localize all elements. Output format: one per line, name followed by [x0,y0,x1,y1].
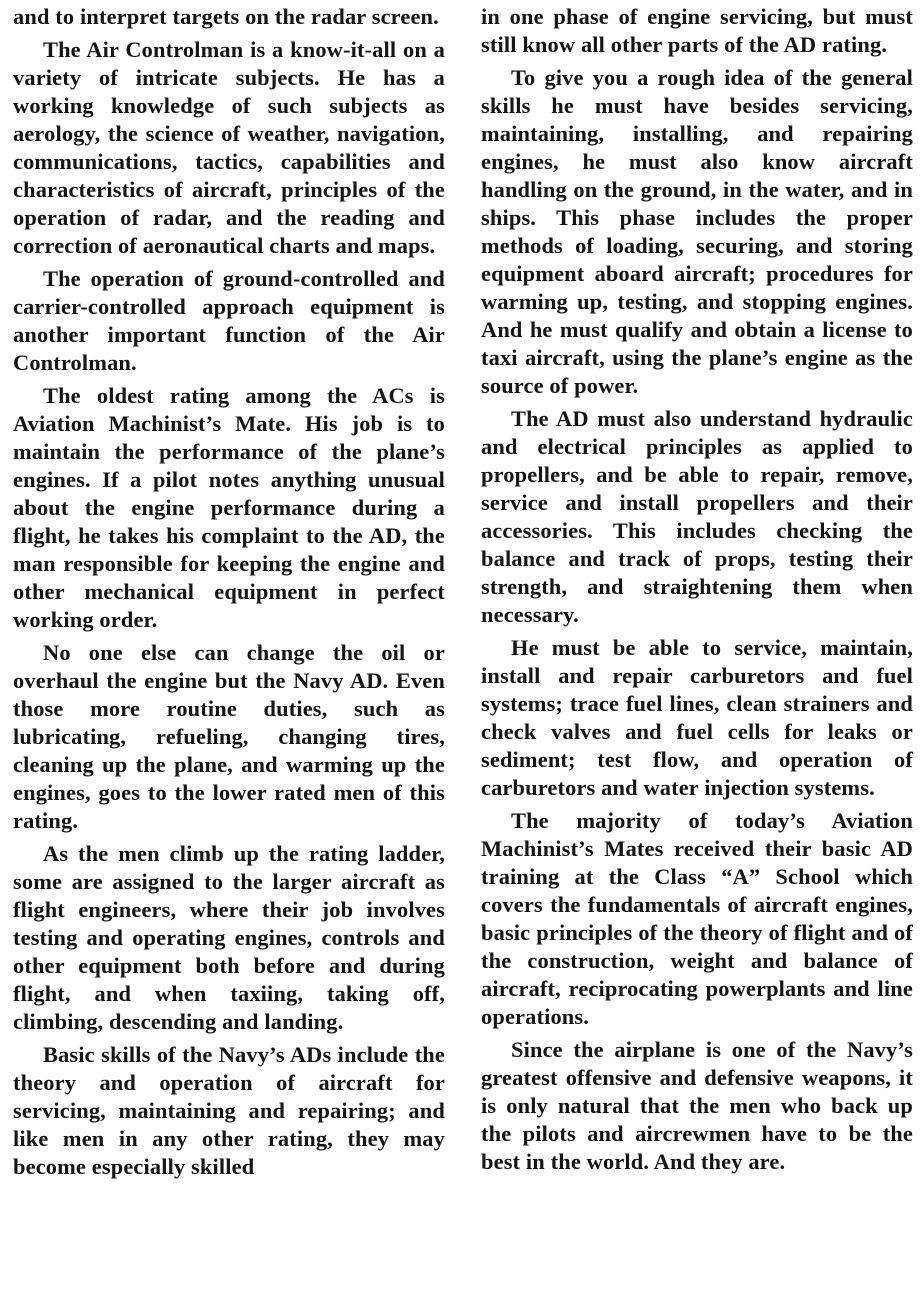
paragraph-flight-engineers: As the men climb up the rating ladder, some are assigned to the larger aircraft as flight engineers, where their job involves testing and operating engines, controls and other equipment both before and during flight, and when taxiing, taking off, climbing, descending and landing. [13,841,445,1034]
paragraph-general-skills: To give you a rough idea of the general skills he must have besides servicing, maintaining, installing, and repairing engines, he must also know aircraft handling on the ground, in the water, and in ships. This phase includes the proper methods of loading, securing, and storing equipment aboard aircraft; procedures for warming up, testing, and stopping engines. And he must qualify and obtain a license to taxi aircraft, using the plane’s engine as the source of power. [481,65,913,398]
paragraph-approach-equipment: The operation of ground-controlled and carrier-controlled approach equipment is another important function of the Air Controlman. [13,266,445,375]
paragraph-propellers: The AD must also understand hydraulic and electrical principles as applied to propellers, and be able to repair, remove, service and install propellers and their accessories. This includes checking the balance and track of props, testing their strength, and straightening them when necessary. [481,406,913,627]
paragraph-air-controlman-knowledge: The Air Controlman is a know-it-all on a variety of intricate subjects. He has a working knowledge of such subjects as aerology, the science of weather, navigation, communications, tactics, capabilities and characteristics of aircraft, principles of the operation of radar, and the reading and correction of aeronautical charts and maps. [13,37,445,258]
paragraph-aviation-machinists-mate: The oldest rating among the ACs is Aviation Machinist’s Mate. His job is to maintain the performance of the plane’s engines. If a pilot notes anything unusual about the engine performance during a flight, he takes his complaint to the AD, the man responsible for keeping the engine and other mechanical equipment in perfect working order. [13,383,445,632]
right-text-column [481,3,913,1181]
paragraph-carburetors-fuel-systems: He must be able to service, maintain, install and repair carburetors and fuel systems; trace fuel lines, clean strainers and check valves and fuel cells for leaks or sediment; test flow, and operation of carburetors and water injection systems. [481,635,913,800]
left-text-column [13,3,445,1186]
paragraph-closing: Since the airplane is one of the Navy’s greatest offensive and defensive weapons, it is only natural that the men who back up the pilots and aircrewmen have to be the best in the world. And they are. [481,1037,913,1174]
paragraph-engine-servicing-continuation: in one phase of engine servicing, but must still know all other parts of the AD rating. [481,4,913,57]
paragraph-radar-continuation: and to interpret targets on the radar screen. [13,4,439,29]
paragraph-basic-skills: Basic skills of the Navy’s ADs include the theory and operation of aircraft for servicing, maintaining and repairing; and like men in any other rating, they may become especially skilled [13,1042,445,1179]
paragraph-oil-and-overhaul: No one else can change the oil or overhaul the engine but the Navy AD. Even those more routine duties, such as lubricating, refueling, changing tires, cleaning up the plane, and warming up the engines, goes to the lower rated men of this rating. [13,640,445,833]
paragraph-class-a-school: The majority of today’s Aviation Machinist’s Mates received their basic AD training at the Class “A” School which covers the fundamentals of aircraft engines, basic principles of the theory of flight and of the construction, weight and balance of aircraft, reciprocating powerplants and line operations. [481,808,913,1029]
